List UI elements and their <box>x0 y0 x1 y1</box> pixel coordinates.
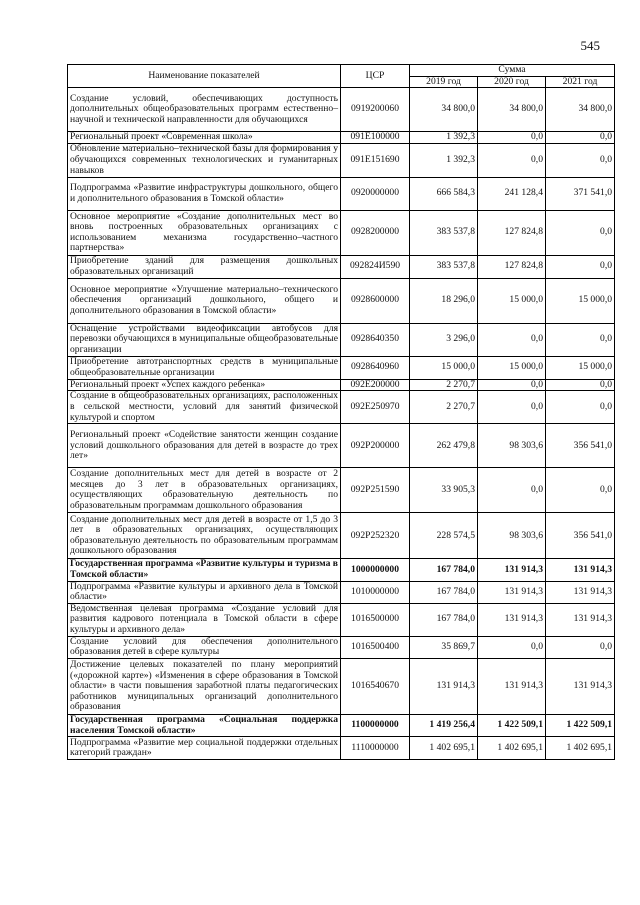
row-value-2020: 131 914,3 <box>478 658 546 714</box>
row-csr: 091E151690 <box>341 143 410 177</box>
row-name: Обновление материально–технической базы для формирования у обучающихся современных технологических и гуманитарных навыков <box>68 143 341 177</box>
table-row <box>68 132 615 144</box>
row-value-2020: 131 914,3 <box>478 603 546 636</box>
table-row <box>68 379 615 391</box>
row-value-2020: 127 824,8 <box>478 255 546 278</box>
row-value-2019: 1 392,3 <box>410 143 478 177</box>
row-csr: 092E250970 <box>341 391 410 424</box>
row-name: Создание дополнительных мест для детей в возрасте от 1,5 до 3 лет в образовательных организациях, осуществляющих образовательную деятельность по образовательным программам дошкольного образования <box>68 513 341 559</box>
row-csr: 1110000000 <box>341 737 410 760</box>
table-row <box>68 468 615 513</box>
row-value-2019: 666 584,3 <box>410 177 478 210</box>
row-value-2021: 0,0 <box>546 255 615 278</box>
row-value-2021: 15 000,0 <box>546 278 615 323</box>
table-row <box>68 356 615 379</box>
row-value-2021: 0,0 <box>546 210 615 255</box>
row-name: Региональный проект «Успех каждого ребенка» <box>68 379 341 391</box>
row-value-2020: 0,0 <box>478 323 546 356</box>
row-csr: 092824И590 <box>341 255 410 278</box>
page-number: 545 <box>580 38 600 53</box>
table-row <box>68 714 615 736</box>
row-value-2021: 34 800,0 <box>546 88 615 132</box>
row-value-2021: 0,0 <box>546 391 615 424</box>
table-row <box>68 658 615 714</box>
row-value-2020: 1 402 695,1 <box>478 737 546 760</box>
row-csr: 0928640960 <box>341 356 410 379</box>
row-value-2019: 1 392,3 <box>410 132 478 144</box>
row-value-2020: 131 914,3 <box>478 581 546 603</box>
row-value-2021: 356 541,0 <box>546 424 615 468</box>
row-name: Основное мероприятие «Создание дополнительных мест во вновь построенных образовательных организациях с использованием механизма государственно–частного партнерства» <box>68 210 341 255</box>
table-row <box>68 581 615 603</box>
row-value-2020: 98 303,6 <box>478 424 546 468</box>
table-body <box>68 88 615 760</box>
row-value-2019: 1 402 695,1 <box>410 737 478 760</box>
header-sum: Сумма <box>410 65 615 77</box>
row-value-2019: 18 296,0 <box>410 278 478 323</box>
row-name: Региональный проект «Современная школа» <box>68 132 341 144</box>
row-value-2021: 0,0 <box>546 323 615 356</box>
table-row <box>68 636 615 658</box>
row-value-2019: 15 000,0 <box>410 356 478 379</box>
row-name: Государственная программа «Развитие культуры и туризма в Томской области» <box>68 559 341 581</box>
table-row <box>68 278 615 323</box>
table-row <box>68 424 615 468</box>
row-value-2019: 167 784,0 <box>410 581 478 603</box>
row-name: Основное мероприятие «Улучшение материально–технического обеспечения организаций дошкольного, общего и дополнительного образования в Томской области» <box>68 278 341 323</box>
row-value-2020: 127 824,8 <box>478 210 546 255</box>
row-value-2021: 131 914,3 <box>546 603 615 636</box>
row-value-2021: 131 914,3 <box>546 559 615 581</box>
row-value-2021: 1 422 509,1 <box>546 714 615 736</box>
row-csr: 1100000000 <box>341 714 410 736</box>
row-value-2020: 34 800,0 <box>478 88 546 132</box>
row-name: Создание в общеобразовательных организациях, расположенных в сельской местности, условий для занятий физической культурой и спортом <box>68 391 341 424</box>
row-value-2020: 0,0 <box>478 636 546 658</box>
row-value-2020: 15 000,0 <box>478 278 546 323</box>
row-value-2021: 15 000,0 <box>546 356 615 379</box>
table-row <box>68 391 615 424</box>
table-row <box>68 88 615 132</box>
row-name: Подпрограмма «Развитие культуры и архивного дела в Томской области» <box>68 581 341 603</box>
budget-table <box>67 64 615 760</box>
table-row <box>68 323 615 356</box>
row-value-2020: 0,0 <box>478 132 546 144</box>
row-value-2019: 131 914,3 <box>410 658 478 714</box>
row-csr: 0919200060 <box>341 88 410 132</box>
header-name: Наименование показателей <box>68 65 341 88</box>
row-csr: 1016500400 <box>341 636 410 658</box>
row-csr: 092E200000 <box>341 379 410 391</box>
row-value-2019: 228 574,5 <box>410 513 478 559</box>
row-value-2019: 2 270,7 <box>410 391 478 424</box>
table-row <box>68 737 615 760</box>
row-value-2021: 131 914,3 <box>546 581 615 603</box>
row-name: Оснащение устройствами видеофиксации автобусов для перевозки обучающихся в муниципальные общеобразовательные организации <box>68 323 341 356</box>
row-value-2020: 0,0 <box>478 468 546 513</box>
row-value-2020: 241 128,4 <box>478 177 546 210</box>
row-name: Достижение целевых показателей по плану мероприятий («дорожной карте») «Изменения в сфере образования в Томской области» в части повышения заработной платы педагогических работников муниципальных организаций дополнительного образования <box>68 658 341 714</box>
header-csr: ЦСР <box>341 65 410 88</box>
row-value-2019: 383 537,8 <box>410 255 478 278</box>
row-name: Создание условий для обеспечения дополнительного образования детей в сфере культуры <box>68 636 341 658</box>
row-value-2020: 0,0 <box>478 391 546 424</box>
row-value-2019: 1 419 256,4 <box>410 714 478 736</box>
row-name: Государственная программа «Социальная поддержка населения Томской области» <box>68 714 341 736</box>
header-year-2019: 2019 год <box>410 76 478 88</box>
row-name: Подпрограмма «Развитие мер социальной поддержки отдельных категорий граждан» <box>68 737 341 760</box>
header-year-2021: 2021 год <box>546 76 615 88</box>
row-value-2019: 3 296,0 <box>410 323 478 356</box>
row-value-2021: 0,0 <box>546 143 615 177</box>
row-csr: 1016500000 <box>341 603 410 636</box>
row-name: Подпрограмма «Развитие инфраструктуры дошкольного, общего и дополнительного образования в Томской области» <box>68 177 341 210</box>
row-value-2020: 98 303,6 <box>478 513 546 559</box>
table-row <box>68 143 615 177</box>
row-value-2019: 34 800,0 <box>410 88 478 132</box>
table-row <box>68 513 615 559</box>
row-value-2019: 262 479,8 <box>410 424 478 468</box>
row-value-2021: 0,0 <box>546 636 615 658</box>
row-value-2019: 167 784,0 <box>410 603 478 636</box>
table-row <box>68 603 615 636</box>
row-value-2019: 2 270,7 <box>410 379 478 391</box>
row-value-2021: 1 402 695,1 <box>546 737 615 760</box>
row-name: Региональный проект «Содействие занятости женщин создание условий дошкольного образования для детей в возрасте до трех лет» <box>68 424 341 468</box>
row-value-2021: 356 541,0 <box>546 513 615 559</box>
row-csr: 1016540670 <box>341 658 410 714</box>
row-value-2020: 0,0 <box>478 379 546 391</box>
row-csr: 1010000000 <box>341 581 410 603</box>
row-csr: 0920000000 <box>341 177 410 210</box>
row-value-2021: 131 914,3 <box>546 658 615 714</box>
row-csr: 0928600000 <box>341 278 410 323</box>
row-csr: 0928640350 <box>341 323 410 356</box>
row-value-2021: 0,0 <box>546 132 615 144</box>
row-value-2021: 0,0 <box>546 468 615 513</box>
row-name: Ведомственная целевая программа «Создание условий для развития кадрового потенциала в Томской области в сфере культуры и архивного дела» <box>68 603 341 636</box>
row-value-2019: 35 869,7 <box>410 636 478 658</box>
table-row <box>68 177 615 210</box>
row-name: Приобретение автотранспортных средств в муниципальные общеобразовательные организации <box>68 356 341 379</box>
row-csr: 092P252320 <box>341 513 410 559</box>
header-year-2020: 2020 год <box>478 76 546 88</box>
row-value-2020: 0,0 <box>478 143 546 177</box>
row-value-2020: 131 914,3 <box>478 559 546 581</box>
row-name: Создание дополнительных мест для детей в возрасте от 2 месяцев до 3 лет в образовательных организациях, осуществляющих образовательную деятельность по образовательным программам дошкольного образования <box>68 468 341 513</box>
row-csr: 0928200000 <box>341 210 410 255</box>
row-name: Приобретение зданий для размещения дошкольных образовательных организаций <box>68 255 341 278</box>
row-value-2021: 371 541,0 <box>546 177 615 210</box>
row-csr: 092P200000 <box>341 424 410 468</box>
row-value-2021: 0,0 <box>546 379 615 391</box>
row-csr: 091E100000 <box>341 132 410 144</box>
row-csr: 1000000000 <box>341 559 410 581</box>
row-value-2020: 1 422 509,1 <box>478 714 546 736</box>
row-name: Создание условий, обеспечивающих доступность дополнительных общеобразовательных программ естественно–научной и технической направленности для обучающихся <box>68 88 341 132</box>
row-value-2019: 167 784,0 <box>410 559 478 581</box>
row-value-2019: 33 905,3 <box>410 468 478 513</box>
row-value-2019: 383 537,8 <box>410 210 478 255</box>
table-row <box>68 255 615 278</box>
table-row <box>68 210 615 255</box>
table-row <box>68 559 615 581</box>
row-value-2020: 15 000,0 <box>478 356 546 379</box>
row-csr: 092P251590 <box>341 468 410 513</box>
